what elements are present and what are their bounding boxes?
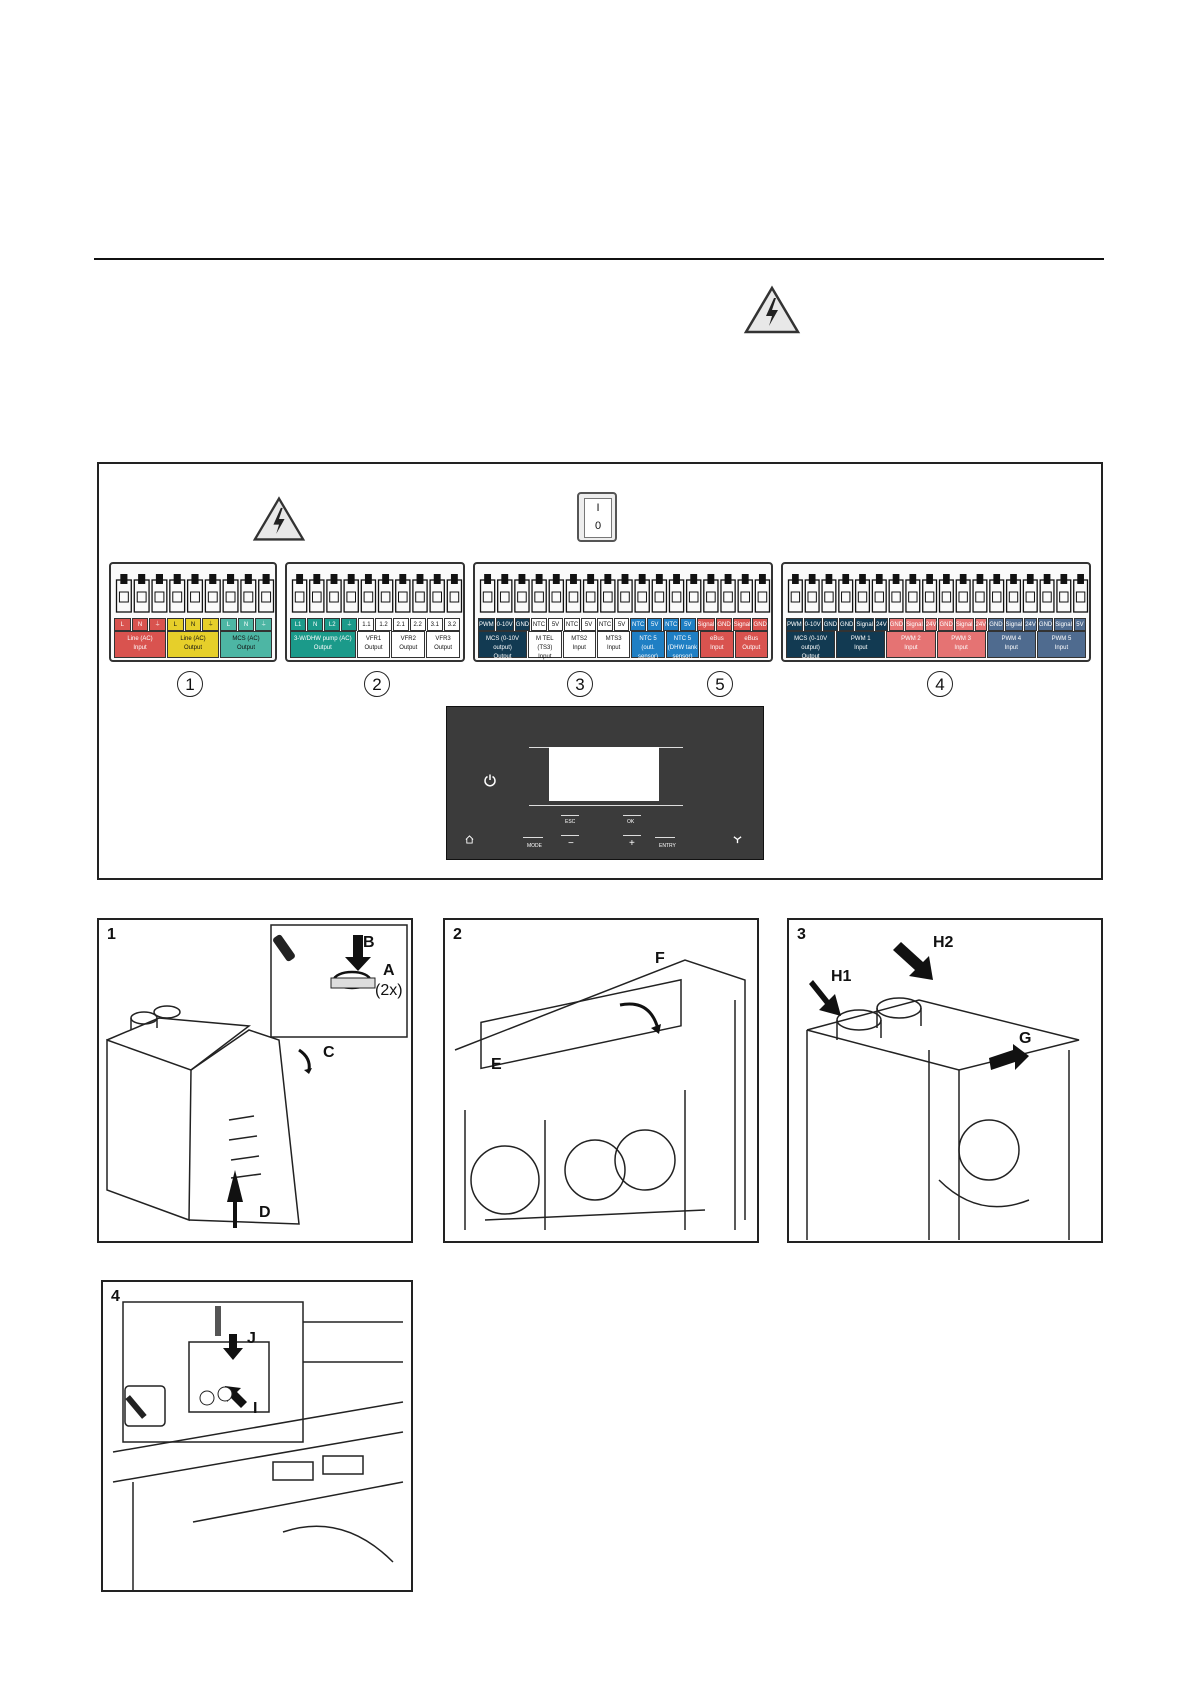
terminal-pins: [479, 570, 771, 618]
group-label: [478, 631, 527, 658]
label-j: J: [247, 1330, 256, 1347]
terminal-label: 24V: [975, 618, 988, 631]
circled-number-2: 2: [364, 671, 390, 697]
group-direction: Output: [493, 654, 512, 660]
fan-icon[interactable]: [733, 835, 742, 844]
group-name: M TEL (TS3): [536, 636, 554, 651]
power-icon[interactable]: [483, 773, 497, 787]
terminal-label: 1.2: [375, 618, 391, 631]
group-label: [987, 631, 1036, 658]
terminal-pin: [652, 574, 666, 612]
high-voltage-warning-icon: [744, 286, 800, 334]
terminal-pin: [117, 574, 132, 612]
terminal-pins: [787, 570, 1089, 618]
terminal-pin: [755, 574, 769, 612]
terminal-label: GND: [1038, 618, 1053, 631]
group-name: PWM 5: [1051, 636, 1072, 642]
terminal-pin: [379, 574, 393, 612]
label-a: A: [383, 962, 395, 979]
circled-number-5: 5: [707, 671, 733, 697]
terminal-pin: [889, 574, 903, 612]
terminal-label: GND: [938, 618, 953, 631]
terminal-label: GND: [823, 618, 838, 631]
terminal-pin: [973, 574, 987, 612]
group-label: [886, 631, 935, 658]
terminal-label: 2.2: [410, 618, 426, 631]
entry-button[interactable]: ENTRY: [659, 843, 676, 849]
mode-button[interactable]: MODE: [527, 843, 542, 849]
group-label: [597, 631, 630, 658]
terminal-pin: [170, 574, 185, 612]
terminal-pin: [1007, 574, 1021, 612]
label-i: I: [253, 1400, 258, 1417]
terminal-pin: [241, 574, 256, 612]
group-name: MTS3: [605, 636, 622, 642]
group-label-row: [114, 631, 272, 658]
terminal-pin: [361, 574, 375, 612]
terminal-label-row: [290, 618, 460, 631]
terminal-label: Signal: [697, 618, 716, 631]
main-switch: [577, 492, 617, 542]
terminal-label: Signal: [733, 618, 752, 631]
group-name: 3-W/DHW pump (AC): [293, 636, 352, 642]
group-label: [937, 631, 986, 658]
terminal-label: GND: [515, 618, 531, 631]
terminal-pin: [872, 574, 886, 612]
group-direction: Output: [434, 645, 453, 651]
group-name: VFR3: [435, 636, 451, 642]
group-label: [836, 631, 885, 658]
terminal-label: N: [238, 618, 255, 631]
terminal-pin: [344, 574, 358, 612]
terminal-pin: [413, 574, 427, 612]
label-e: E: [491, 1056, 502, 1073]
terminal-pin: [721, 574, 735, 612]
terminal-label: L: [167, 618, 184, 631]
high-voltage-warning-icon: [253, 496, 305, 542]
group-direction: Output: [742, 645, 761, 651]
display-screen: [549, 747, 659, 801]
figure-1: [97, 918, 413, 1243]
terminal-pin: [805, 574, 819, 612]
group-label: [357, 631, 391, 658]
terminal-pin: [310, 574, 324, 612]
terminal-label: N: [307, 618, 323, 631]
terminal-label: NTC: [597, 618, 613, 631]
terminal-label: GND: [716, 618, 732, 631]
group-name: MTS2: [571, 636, 588, 642]
group-direction: Input: [854, 645, 868, 651]
terminal-pin: [532, 574, 546, 612]
group-label: [786, 631, 835, 658]
label-d: D: [259, 1204, 271, 1221]
label-b: B: [363, 934, 375, 951]
terminal-label: 3.2: [444, 618, 460, 631]
group-label: [666, 631, 699, 669]
terminal-label: L: [114, 618, 131, 631]
boiler-front-cover-illustration: [99, 920, 411, 1241]
terminal-label: 3.1: [427, 618, 443, 631]
label-h2: H2: [933, 934, 954, 951]
terminal-label-row: [114, 618, 272, 631]
terminal-pin: [669, 574, 683, 612]
terminal-pin: [134, 574, 149, 612]
group-name: PWM 2: [901, 636, 921, 642]
figure-number: 1: [107, 926, 116, 943]
terminal-label-row: [478, 618, 768, 631]
group-direction: Input: [133, 645, 147, 651]
terminal-pin: [152, 574, 167, 612]
terminal-pin: [515, 574, 529, 612]
circled-number-4: 4: [927, 671, 953, 697]
terminal-label: NTC: [564, 618, 580, 631]
group-direction: Input: [1004, 645, 1018, 651]
terminal-pin: [923, 574, 937, 612]
group-label: [1037, 631, 1086, 658]
figure-3: [787, 918, 1103, 1243]
terminal-pin: [1040, 574, 1054, 612]
terminal-label-row: [786, 618, 1086, 631]
terminal-pin: [940, 574, 954, 612]
terminal-label: N: [132, 618, 149, 631]
terminal-pin: [687, 574, 701, 612]
terminal-label: 24V: [1024, 618, 1037, 631]
terminal-label: NTC: [531, 618, 547, 631]
switch-off-label: 0: [594, 520, 602, 532]
group-label: [220, 631, 272, 658]
label-2x: (2x): [375, 982, 403, 999]
section-rule: [94, 258, 1104, 260]
terminal-pin: [549, 574, 563, 612]
terminal-label: 0-10V: [804, 618, 822, 631]
terminal-pin: [738, 574, 752, 612]
group-name: PWM 1: [850, 636, 871, 642]
label-f: F: [655, 950, 665, 967]
terminal-pin: [856, 574, 870, 612]
group-direction: Input: [710, 645, 724, 651]
group-name: PWM 3: [951, 636, 971, 642]
terminal-pin: [447, 574, 461, 612]
terminal-pin: [618, 574, 632, 612]
terminal-label: L2: [324, 618, 340, 631]
switch-on-label: I: [596, 502, 600, 514]
connector-block-4: [781, 562, 1091, 662]
group-name: Line (AC): [180, 636, 206, 642]
terminal-label: GND: [839, 618, 854, 631]
terminal-label: 5V: [581, 618, 597, 631]
group-direction: Input: [538, 654, 552, 660]
group-direction: Output: [236, 645, 255, 651]
group-name: PWM 4: [1001, 636, 1022, 642]
terminal-pin: [906, 574, 920, 612]
group-direction: Output: [399, 645, 418, 651]
group-label: [290, 631, 356, 658]
connection-panel: [97, 462, 1103, 880]
terminal-pin: [704, 574, 718, 612]
group-direction: Output: [183, 645, 202, 651]
terminal-connection-illustration: [103, 1282, 411, 1590]
group-direction: Input: [675, 663, 690, 669]
terminal-pins: [291, 570, 463, 618]
group-name: MCS (0-10V output): [486, 636, 520, 651]
terminal-label: 0-10V: [496, 618, 514, 631]
figure-2: [443, 918, 759, 1243]
connector-block-3: [473, 562, 773, 669]
terminal-label: ⏚: [255, 618, 272, 631]
terminal-pin: [1023, 574, 1037, 612]
terminal-pin: [584, 574, 598, 612]
terminal-pin: [430, 574, 444, 612]
terminal-label: 24V: [925, 618, 938, 631]
circled-number-3: 3: [567, 671, 593, 697]
terminal-label: NTC: [630, 618, 646, 631]
control-box-illustration: [445, 920, 757, 1241]
terminal-label: PWM: [786, 618, 803, 631]
group-label-row: [290, 631, 460, 658]
terminal-label: Signal: [1054, 618, 1073, 631]
terminal-pin: [789, 574, 803, 612]
terminal-pin: [205, 574, 220, 612]
control-display: [446, 706, 764, 860]
minus-button[interactable]: −: [568, 838, 574, 849]
terminal-label: Signal: [1005, 618, 1024, 631]
group-name: eBus: [710, 636, 724, 642]
terminal-label: Signal: [855, 618, 874, 631]
terminal-label: GND: [988, 618, 1003, 631]
terminal-pin: [601, 574, 615, 612]
terminal-label: 5V: [680, 618, 696, 631]
group-name: MCS (0-10V output): [794, 636, 828, 651]
group-direction: Output: [313, 645, 332, 651]
group-label: [528, 631, 561, 658]
ok-button[interactable]: OK: [627, 819, 635, 825]
terminal-label: N: [185, 618, 202, 631]
connector-block-1: [109, 562, 277, 662]
group-name: NTC 5 (outl. sensor): [638, 636, 659, 660]
circled-number-1: 1: [177, 671, 203, 697]
terminal-pin: [223, 574, 238, 612]
figure-number: 3: [797, 926, 806, 943]
terminal-label: ⏚: [149, 618, 166, 631]
terminal-label: 1.1: [358, 618, 374, 631]
terminal-label: 5V: [647, 618, 663, 631]
label-c: C: [323, 1044, 335, 1061]
terminal-pin: [1074, 574, 1088, 612]
terminal-pin: [839, 574, 853, 612]
terminal-pin: [822, 574, 836, 612]
terminal-label: 5V: [614, 618, 630, 631]
terminal-pin: [498, 574, 512, 612]
label-h1: H1: [831, 968, 852, 985]
terminal-pin: [1057, 574, 1071, 612]
terminal-pin: [259, 574, 274, 612]
terminal-label: 2.1: [393, 618, 409, 631]
group-direction: Output: [364, 645, 383, 651]
terminal-pin: [188, 574, 203, 612]
terminal-pins: [115, 570, 275, 618]
terminal-label: Signal: [905, 618, 924, 631]
terminal-label: GND: [752, 618, 768, 631]
group-label: [563, 631, 596, 658]
terminal-pin: [956, 574, 970, 612]
terminal-pin: [327, 574, 341, 612]
terminal-pin: [396, 574, 410, 612]
group-label: [167, 631, 219, 658]
terminal-label: L: [220, 618, 237, 631]
group-label: [114, 631, 166, 658]
group-direction: Output: [801, 654, 820, 660]
terminal-label: Signal: [955, 618, 974, 631]
group-label: [426, 631, 460, 658]
home-icon[interactable]: [465, 835, 474, 844]
group-label-row: [478, 631, 768, 669]
terminal-label: 5V: [548, 618, 564, 631]
group-direction: Input: [954, 645, 968, 651]
group-direction: Input: [904, 645, 918, 651]
terminal-label: GND: [889, 618, 904, 631]
figure-4: [101, 1280, 413, 1592]
group-name: eBus: [744, 636, 759, 642]
group-label: [391, 631, 425, 658]
terminal-pin: [293, 574, 307, 612]
group-name: NTC 5 (DHW tank sensor): [667, 636, 698, 660]
terminal-pin: [635, 574, 649, 612]
label-g: G: [1019, 1030, 1032, 1047]
figure-number: 4: [111, 1288, 120, 1305]
terminal-pin: [566, 574, 580, 612]
figure-number: 2: [453, 926, 462, 943]
group-name: VFR2: [400, 636, 416, 642]
group-name: VFR1: [365, 636, 382, 642]
connector-block-2: [285, 562, 465, 662]
esc-button[interactable]: ESC: [565, 819, 576, 825]
group-direction: Input: [1054, 645, 1069, 651]
terminal-pin: [481, 574, 495, 612]
terminal-label: ⏚: [202, 618, 219, 631]
group-direction: Input: [641, 663, 655, 669]
plus-button[interactable]: +: [629, 838, 635, 849]
terminal-label: NTC: [663, 618, 679, 631]
terminal-label: L1: [290, 618, 306, 631]
group-direction: Input: [606, 645, 621, 651]
group-label-row: [786, 631, 1086, 658]
terminal-label: 5V: [1074, 618, 1086, 631]
group-label: [735, 631, 768, 658]
group-label: [700, 631, 733, 658]
terminal-label: 24V: [875, 618, 888, 631]
group-label: [631, 631, 664, 669]
terminal-pin: [990, 574, 1004, 612]
terminal-label: ⏚: [341, 618, 357, 631]
group-name: MCS (AC): [232, 636, 260, 642]
group-direction: Input: [572, 645, 586, 651]
group-name: Line (AC): [127, 636, 153, 642]
terminal-label: PWM: [478, 618, 495, 631]
